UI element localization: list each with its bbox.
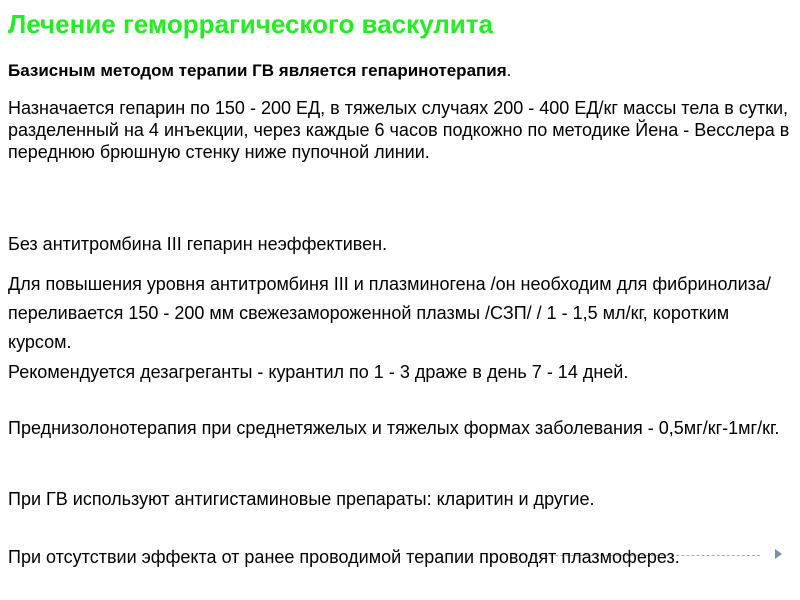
paragraph-plasmapheresis: При отсутствии эффекта от ранее проводимой терапии проводят плазмоферез. [8,547,680,567]
next-slide-arrow-icon[interactable] [775,549,782,559]
paragraph-basic-therapy [8,60,793,82]
basic-therapy-bold: Базисным методом терапии ГВ является гепаринотерапия [8,61,507,80]
paragraph-prednisolone: Преднизолонотерапия при среднетяжелых и тяжелых формах заболевания - 0,5мг/кг-1мг/кг. [8,418,780,438]
basic-therapy-tail: . [506,61,512,80]
paragraph-plasma-transfusion: Для повышения уровня антитромбиня III и плазминогена /он необходим для фибринолиза/ переливается 150 - 200 мм свежезамороженной плазмы /СЗП/ / 1 - 1,5 мл/кг, коротким курсом. [8,274,771,352]
paragraph-disaggregants: Рекомендуется дезагреганты - курантил по 1 - 3 драже в день 7 - 14 дней. [8,362,629,382]
paragraph-antithrombin: Без антитромбина III гепарин неэффективен. [8,234,388,254]
paragraph-antihistamines: При ГВ используют антигистаминовые препараты: кларитин и другие. [8,489,595,509]
slide-title: Лечение геморрагического васкулита [8,9,493,39]
paragraph-heparin-dosage: Назначается гепарин по 150 - 200 ЕД, в тяжелых случаях 200 - 400 ЕД/кг массы тела в сутки, разделенный на 4 инъекции, через каждые 6 часов подкожно по методике Йена - Весслера в переднюю брюшную стенку ниже пупочной линии. [8,98,790,162]
